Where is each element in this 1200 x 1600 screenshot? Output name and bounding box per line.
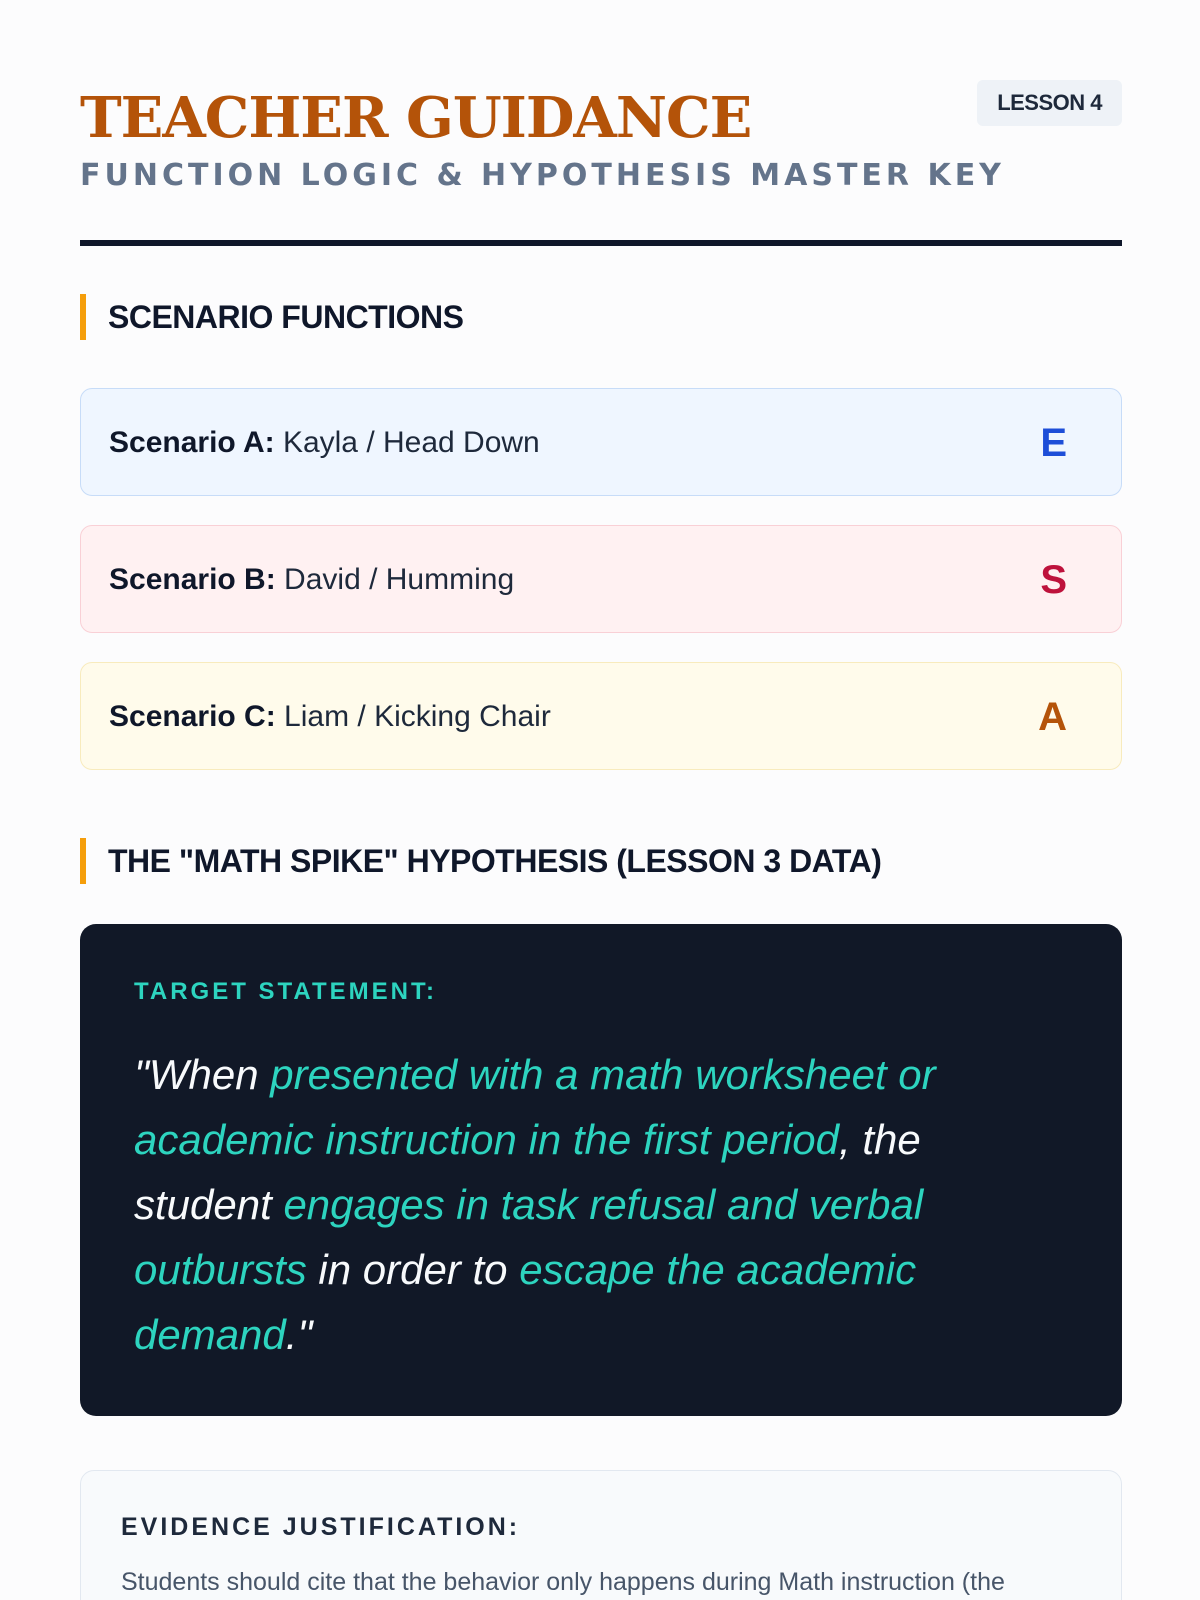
scenario-text [109, 663, 551, 771]
scenario-function-code: A [1038, 695, 1067, 739]
page-subtitle: FUNCTION LOGIC & HYPOTHESIS MASTER KEY [80, 158, 1005, 193]
scenario-card-b [80, 525, 1122, 633]
scenario-function-code: S [1040, 558, 1067, 602]
scenario-description: Liam / Kicking Chair [275, 700, 551, 733]
statement-open: "When [134, 1051, 271, 1098]
evidence-justification-text: Students should cite that the behavior only happens during Math instruction (the [121, 1568, 1005, 1596]
scenario-card-c [80, 662, 1122, 770]
scenario-card-a [80, 388, 1122, 496]
statement-middle-2: in order to [306, 1246, 520, 1293]
target-statement-label: TARGET STATEMENT: [134, 978, 437, 1005]
evidence-justification-label: EVIDENCE JUSTIFICATION: [121, 1513, 521, 1541]
scenario-label: Scenario A: [109, 426, 275, 459]
page-title: TEACHER GUIDANCE [80, 85, 752, 151]
header-divider [80, 240, 1122, 246]
statement-behavior: engages in task refusal and verbal outbursts [134, 1181, 924, 1293]
statement-antecedent: presented with a math worksheet or academic instruction in the first period [134, 1051, 936, 1163]
scenario-text [109, 389, 540, 497]
scenario-description: David / Humming [275, 563, 515, 596]
scenario-label: Scenario C: [109, 700, 276, 733]
section-heading-scenario-functions [80, 294, 1122, 342]
section-heading-hypothesis [80, 838, 1122, 886]
section-heading-label: SCENARIO FUNCTIONS [108, 299, 464, 335]
lesson-badge: LESSON 4 [977, 80, 1122, 126]
statement-close: ." [285, 1311, 313, 1358]
statement-function: escape the academic demand [134, 1246, 917, 1358]
scenario-text [109, 526, 514, 634]
scenario-function-code: E [1040, 421, 1067, 465]
section-accent-bar [80, 838, 86, 884]
statement-middle-1: , the student [134, 1116, 921, 1228]
scenario-label: Scenario B: [109, 563, 276, 596]
target-statement-panel [80, 924, 1122, 1416]
section-heading-label: THE "MATH SPIKE" HYPOTHESIS (LESSON 3 DATA) [108, 843, 882, 879]
section-accent-bar [80, 294, 86, 340]
target-statement-text [134, 1042, 994, 1367]
scenario-description: Kayla / Head Down [274, 426, 540, 459]
evidence-justification-panel [80, 1470, 1122, 1600]
